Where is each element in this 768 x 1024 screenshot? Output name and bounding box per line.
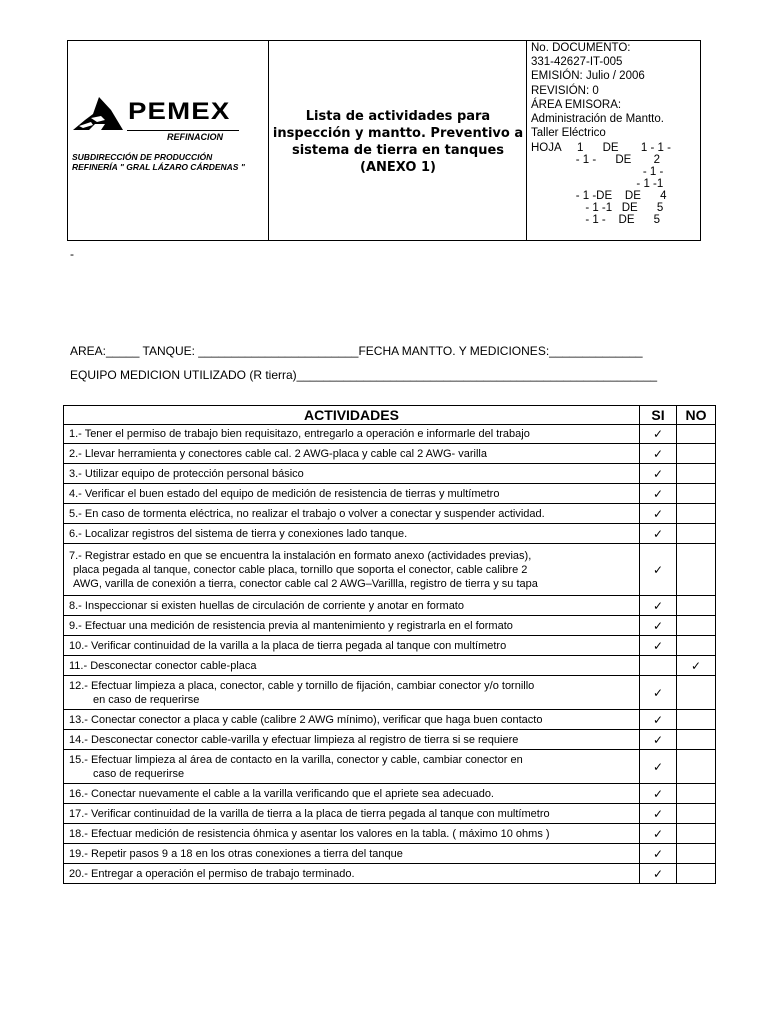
activity-text (64, 864, 640, 884)
hoja-line: - 1 -DE DE 4 (531, 190, 667, 202)
activity-text (64, 676, 640, 710)
activity-text (64, 844, 640, 864)
activity-text (64, 730, 640, 750)
metadata-cell (527, 41, 700, 240)
activity-text (64, 804, 640, 824)
refineria-label: REFINERÍA " GRAL LÁZARO CÁRDENAS " (72, 162, 245, 172)
activity-text (64, 784, 640, 804)
document-header (67, 40, 701, 241)
activity-line: 10.- Verificar continuidad de la varilla a la placa de tierra pegada al tanque con multímetro (69, 639, 507, 652)
no-checkmark (677, 524, 716, 544)
activities-table (63, 405, 716, 884)
si-checkmark: ✓ (640, 636, 677, 656)
activity-line: 12.- Efectuar limpieza a placa, conector, cable y tornillo de fijación, cambiar conector y/o tornillo (69, 679, 535, 692)
meta-line: Taller Eléctrico (531, 127, 606, 140)
title-line: Lista de actividades para (305, 109, 491, 124)
si-checkmark: ✓ (640, 730, 677, 750)
title-cell (269, 41, 527, 240)
no-checkmark (677, 730, 716, 750)
activity-line: placa pegada al tanque, conector cable placa, tornillo que soporta el conector, cable calibre 2 (73, 563, 528, 576)
activity-row (64, 425, 716, 444)
no-checkmark (677, 544, 716, 596)
no-checkmark (677, 616, 716, 636)
logo-wordmark: PEMEX (128, 98, 231, 125)
activity-row (64, 544, 716, 596)
si-checkmark: ✓ (640, 524, 677, 544)
header-si: SI (640, 406, 677, 425)
activity-row (64, 784, 716, 804)
hoja-line: - 1 - DE 2 (531, 154, 661, 166)
si-checkmark: ✓ (640, 464, 677, 484)
activity-row (64, 484, 716, 504)
no-checkmark (677, 784, 716, 804)
activity-line: 11.- Desconectar conector cable-placa (69, 659, 257, 672)
no-checkmark (677, 804, 716, 824)
activity-text (64, 656, 640, 676)
activity-line: 18.- Efectuar medición de resistencia óhmica y asentar los valores en la tabla. ( máximo 10 ohms ) (69, 827, 550, 840)
activity-line: 15.- Efectuar limpieza al área de contacto en la varilla, conector y cable, cambiar conector en (69, 753, 523, 766)
activity-text (64, 596, 640, 616)
pemex-logo (71, 96, 239, 146)
pemex-eagle-icon (71, 96, 127, 136)
activity-line: 7.- Registrar estado en que se encuentra la instalación en formato anexo (actividades previas), (69, 549, 532, 562)
meta-line: REVISIÓN: 0 (531, 84, 599, 97)
no-checkmark (677, 844, 716, 864)
no-checkmark (677, 596, 716, 616)
activity-text (64, 710, 640, 730)
activity-row (64, 444, 716, 464)
si-checkmark: ✓ (640, 504, 677, 524)
title-line: inspección y mantto. Preventivo a (272, 126, 524, 141)
activity-line: 6.- Localizar registros del sistema de tierra y conexiones lado tanque. (69, 527, 408, 540)
si-checkmark: ✓ (640, 844, 677, 864)
title-line: sistema de tierra en tanques (291, 143, 505, 158)
activity-line: 4.- Verificar el buen estado del equipo de medición de resistencia de tierras y multímetro (69, 487, 500, 500)
activity-row (64, 616, 716, 636)
activity-row (64, 676, 716, 710)
header-actividades: ACTIVIDADES (64, 406, 640, 425)
no-checkmark (677, 444, 716, 464)
activity-line: en caso de requerirse (93, 693, 200, 706)
no-checkmark (677, 425, 716, 444)
meta-line: ÁREA EMISORA: (531, 98, 622, 111)
si-checkmark: ✓ (640, 784, 677, 804)
activity-line: 19.- Repetir pasos 9 a 18 en los otras conexiones a tierra del tanque (69, 847, 403, 860)
no-checkmark (677, 636, 716, 656)
activity-row (64, 864, 716, 884)
si-checkmark: ✓ (640, 444, 677, 464)
si-checkmark: ✓ (640, 750, 677, 784)
activity-line: 3.- Utilizar equipo de protección personal básico (69, 467, 304, 480)
activity-line: 2.- Llevar herramienta y conectores cable cal. 2 AWG-placa y cable cal 2 AWG- varilla (69, 447, 487, 460)
logo-cell (68, 41, 269, 240)
activity-text (64, 636, 640, 656)
hoja-line: - 1 - DE 5 (531, 214, 661, 226)
activity-row (64, 636, 716, 656)
hoja-line: HOJA 1 DE 1 - 1 - (531, 142, 671, 154)
table-header-row (64, 406, 716, 425)
no-checkmark (677, 484, 716, 504)
subdireccion-label: SUBDIRECCIÓN DE PRODUCCIÓN (72, 152, 213, 162)
activity-text (64, 750, 640, 784)
document-metadata (531, 41, 664, 140)
activity-line: 13.- Conectar conector a placa y cable (calibre 2 AWG mínimo), verificar que haga buen contacto (69, 713, 543, 726)
activity-line: 14.- Desconectar conector cable-varilla y efectuar limpieza al registro de tierra si se requiere (69, 733, 519, 746)
hoja-line: - 1 -1 (531, 178, 664, 190)
si-checkmark: ✓ (640, 864, 677, 884)
separator-dash: - (70, 247, 74, 261)
activity-text (64, 504, 640, 524)
activity-text (64, 616, 640, 636)
meta-line: Administración de Mantto. (531, 113, 664, 126)
activity-line: AWG, varilla de conexión a tierra, conector cable cal 2 AWG–Varillla, registro de tierra y su tapa (73, 577, 538, 590)
title-line: (ANEXO 1) (360, 160, 436, 175)
header-no: NO (677, 406, 716, 425)
activity-row (64, 596, 716, 616)
activity-line: 16.- Conectar nuevamente el cable a la varilla verificando que el apriete sea adecuado. (69, 787, 494, 800)
hoja-line: - 1 - (531, 166, 664, 178)
activity-row (64, 824, 716, 844)
activity-line: 9.- Efectuar una medición de resistencia previa al mantenimiento y registrarla en el formato (69, 619, 513, 632)
activity-text (64, 444, 640, 464)
activity-line: 20.- Entregar a operación el permiso de trabajo terminado. (69, 867, 355, 880)
equipo-medicion-line: EQUIPO MEDICION UTILIZADO (R tierra)______________________________________________________ (70, 368, 658, 382)
activity-row (64, 464, 716, 484)
activity-row (64, 730, 716, 750)
logo-underline (127, 130, 239, 131)
activity-row (64, 524, 716, 544)
meta-line: 331-42627-IT-005 (531, 56, 623, 69)
si-checkmark: ✓ (640, 676, 677, 710)
activity-row (64, 656, 716, 676)
si-checkmark: ✓ (640, 544, 677, 596)
no-checkmark (677, 710, 716, 730)
no-checkmark (677, 676, 716, 710)
activity-line: caso de requerirse (93, 767, 185, 780)
si-checkmark (640, 656, 677, 676)
si-checkmark: ✓ (640, 710, 677, 730)
hoja-line: - 1 -1 DE 5 (531, 202, 664, 214)
si-checkmark: ✓ (640, 484, 677, 504)
activity-text (64, 824, 640, 844)
no-checkmark: ✓ (677, 656, 716, 676)
activity-text (64, 425, 640, 444)
no-checkmark (677, 464, 716, 484)
activity-text (64, 464, 640, 484)
activity-row (64, 710, 716, 730)
no-checkmark (677, 504, 716, 524)
si-checkmark: ✓ (640, 804, 677, 824)
si-checkmark: ✓ (640, 616, 677, 636)
meta-line: No. DOCUMENTO: (531, 42, 631, 54)
page-count (531, 142, 697, 226)
area-tanque-fecha-line: AREA:_____ TANQUE: ________________________FECHA MANTTO. Y MEDICIONES:______________ (70, 344, 643, 358)
activity-text (64, 484, 640, 504)
activity-text (64, 544, 640, 596)
logo-subtitle: REFINACION (167, 132, 223, 142)
activity-row (64, 804, 716, 824)
si-checkmark: ✓ (640, 824, 677, 844)
activity-line: 1.- Tener el permiso de trabajo bien requisitazo, entregarlo a operación e informarle del trabajo (69, 428, 530, 440)
no-checkmark (677, 750, 716, 784)
no-checkmark (677, 824, 716, 844)
activity-line: 17.- Verificar continuidad de la varilla de tierra a la placa de tierra pegada al tanque con multímetro (69, 807, 550, 820)
meta-line: EMISIÓN: Julio / 2006 (531, 70, 645, 83)
activity-row (64, 844, 716, 864)
activity-row (64, 750, 716, 784)
activity-text (64, 524, 640, 544)
activity-line: 5.- En caso de tormenta eléctrica, no realizar el trabajo o volver a conectar y suspender actividad. (69, 507, 545, 520)
activity-row (64, 504, 716, 524)
document-title (269, 108, 527, 176)
no-checkmark (677, 864, 716, 884)
si-checkmark: ✓ (640, 425, 677, 444)
si-checkmark: ✓ (640, 596, 677, 616)
activity-line: 8.- Inspeccionar si existen huellas de circulación de corriente y anotar en formato (69, 599, 464, 612)
